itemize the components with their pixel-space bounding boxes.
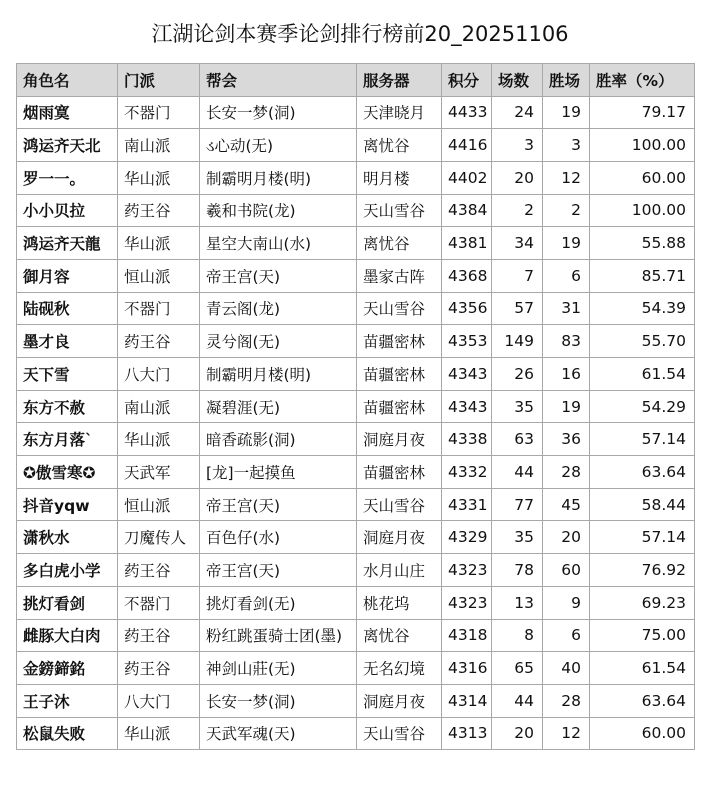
guild-cell: 帝王宫(天): [200, 488, 357, 521]
wins-cell: 40: [543, 652, 590, 685]
page-title: 江湖论剑本赛季论剑排行榜前20_20251106: [151, 22, 569, 46]
sect-cell: 不器门: [118, 586, 200, 619]
server-cell: 洞庭月夜: [357, 521, 442, 554]
wins-cell: 6: [543, 619, 590, 652]
win-rate-cell: 79.17: [590, 96, 695, 129]
table-header-row: [17, 64, 695, 97]
win-rate-cell: 61.54: [590, 652, 695, 685]
table-row: [17, 259, 695, 292]
wins-cell: 20: [543, 521, 590, 554]
table-row: [17, 194, 695, 227]
matches-cell: 63: [492, 423, 543, 456]
character-name-cell: 鸿运齐天龍: [17, 227, 118, 260]
points-cell: 4368: [442, 259, 492, 292]
server-cell: 桃花坞: [357, 586, 442, 619]
server-cell: 离忧谷: [357, 619, 442, 652]
win-rate-cell: 100.00: [590, 129, 695, 162]
table-row: [17, 390, 695, 423]
wins-cell: 12: [543, 161, 590, 194]
wins-cell: 31: [543, 292, 590, 325]
wins-cell: 19: [543, 227, 590, 260]
sect-cell: 八大门: [118, 684, 200, 717]
matches-cell: 2: [492, 194, 543, 227]
table-row: [17, 554, 695, 587]
server-cell: 洞庭月夜: [357, 423, 442, 456]
guild-cell: ડ心动(无): [200, 129, 357, 162]
server-cell: 离忧谷: [357, 129, 442, 162]
wins-cell: 16: [543, 358, 590, 391]
server-cell: 天山雪谷: [357, 488, 442, 521]
win-rate-cell: 85.71: [590, 259, 695, 292]
server-cell: 洞庭月夜: [357, 684, 442, 717]
sect-cell: 药王谷: [118, 325, 200, 358]
table-row: [17, 652, 695, 685]
matches-cell: 34: [492, 227, 543, 260]
points-cell: 4332: [442, 456, 492, 489]
character-name-cell: 罗一一。: [17, 161, 118, 194]
win-rate-cell: 69.23: [590, 586, 695, 619]
wins-cell: 9: [543, 586, 590, 619]
table-row: [17, 586, 695, 619]
server-cell: 天山雪谷: [357, 292, 442, 325]
column-header-guild: 帮会: [200, 64, 357, 97]
table-row: [17, 619, 695, 652]
points-cell: 4353: [442, 325, 492, 358]
table-row: [17, 521, 695, 554]
sect-cell: 华山派: [118, 227, 200, 260]
guild-cell: 帝王宫(天): [200, 554, 357, 587]
sect-cell: 华山派: [118, 161, 200, 194]
guild-cell: 暗香疏影(洞): [200, 423, 357, 456]
server-cell: 苗疆密林: [357, 325, 442, 358]
table-row: [17, 717, 695, 750]
win-rate-cell: 60.00: [590, 717, 695, 750]
sect-cell: 华山派: [118, 423, 200, 456]
points-cell: 4384: [442, 194, 492, 227]
matches-cell: 8: [492, 619, 543, 652]
character-name-cell: 小小贝拉: [17, 194, 118, 227]
matches-cell: 44: [492, 684, 543, 717]
sect-cell: 药王谷: [118, 652, 200, 685]
sect-cell: 恒山派: [118, 488, 200, 521]
win-rate-cell: 63.64: [590, 684, 695, 717]
server-cell: 天山雪谷: [357, 194, 442, 227]
character-name-cell: 鸿运齐天北: [17, 129, 118, 162]
matches-cell: 44: [492, 456, 543, 489]
guild-cell: 制霸明月楼(明): [200, 358, 357, 391]
matches-cell: 20: [492, 717, 543, 750]
win-rate-cell: 61.54: [590, 358, 695, 391]
matches-cell: 57: [492, 292, 543, 325]
sect-cell: 不器门: [118, 292, 200, 325]
win-rate-cell: 57.14: [590, 521, 695, 554]
win-rate-cell: 76.92: [590, 554, 695, 587]
points-cell: 4314: [442, 684, 492, 717]
sect-cell: 刀魔传人: [118, 521, 200, 554]
win-rate-cell: 54.29: [590, 390, 695, 423]
character-name-cell: 金鎊鍗銘: [17, 652, 118, 685]
points-cell: 4323: [442, 586, 492, 619]
character-name-cell: 雌豚大白肉: [17, 619, 118, 652]
matches-cell: 35: [492, 390, 543, 423]
sect-cell: 药王谷: [118, 194, 200, 227]
sect-cell: 恒山派: [118, 259, 200, 292]
column-header-server: 服务器: [357, 64, 442, 97]
character-name-cell: 墨才良: [17, 325, 118, 358]
matches-cell: 24: [492, 96, 543, 129]
server-cell: 天山雪谷: [357, 717, 442, 750]
guild-cell: 凝碧涯(无): [200, 390, 357, 423]
server-cell: 苗疆密林: [357, 456, 442, 489]
server-cell: 苗疆密林: [357, 390, 442, 423]
table-body: [17, 96, 695, 750]
ranking-table: [16, 63, 695, 750]
points-cell: 4329: [442, 521, 492, 554]
server-cell: 明月楼: [357, 161, 442, 194]
wins-cell: 12: [543, 717, 590, 750]
points-cell: 4338: [442, 423, 492, 456]
character-name-cell: 挑灯看剑: [17, 586, 118, 619]
wins-cell: 36: [543, 423, 590, 456]
wins-cell: 83: [543, 325, 590, 358]
guild-cell: 神剑山莊(无): [200, 652, 357, 685]
points-cell: 4323: [442, 554, 492, 587]
guild-cell: 灵兮阁(无): [200, 325, 357, 358]
sect-cell: 华山派: [118, 717, 200, 750]
guild-cell: 制霸明月楼(明): [200, 161, 357, 194]
character-name-cell: 陆砚秋: [17, 292, 118, 325]
guild-cell: 粉红跳蛋骑士团(墨): [200, 619, 357, 652]
server-cell: 水月山庄: [357, 554, 442, 587]
win-rate-cell: 55.70: [590, 325, 695, 358]
guild-cell: 星空大南山(水): [200, 227, 357, 260]
server-cell: 天津晓月: [357, 96, 442, 129]
guild-cell: 青云阁(龙): [200, 292, 357, 325]
wins-cell: 28: [543, 456, 590, 489]
wins-cell: 19: [543, 96, 590, 129]
table-row: [17, 161, 695, 194]
sect-cell: 药王谷: [118, 554, 200, 587]
table-row: [17, 358, 695, 391]
win-rate-cell: 63.64: [590, 456, 695, 489]
character-name-cell: 烟雨寞: [17, 96, 118, 129]
server-cell: 墨家古阵: [357, 259, 442, 292]
matches-cell: 149: [492, 325, 543, 358]
table-row: [17, 423, 695, 456]
wins-cell: 2: [543, 194, 590, 227]
column-header-points: 积分: [442, 64, 492, 97]
matches-cell: 35: [492, 521, 543, 554]
wins-cell: 60: [543, 554, 590, 587]
points-cell: 4343: [442, 390, 492, 423]
matches-cell: 65: [492, 652, 543, 685]
wins-cell: 28: [543, 684, 590, 717]
character-name-cell: 抖音yqw: [17, 488, 118, 521]
character-name-cell: 东方月落`: [17, 423, 118, 456]
matches-cell: 20: [492, 161, 543, 194]
guild-cell: 天武军魂(天): [200, 717, 357, 750]
sect-cell: 八大门: [118, 358, 200, 391]
table-row: [17, 684, 695, 717]
table-row: [17, 456, 695, 489]
wins-cell: 6: [543, 259, 590, 292]
matches-cell: 3: [492, 129, 543, 162]
server-cell: 苗疆密林: [357, 358, 442, 391]
character-name-cell: 多白虎小学: [17, 554, 118, 587]
points-cell: 4313: [442, 717, 492, 750]
column-header-wins: 胜场: [543, 64, 590, 97]
column-header-win-rate: 胜率（%）: [590, 64, 695, 97]
guild-cell: 羲和书院(龙): [200, 194, 357, 227]
guild-cell: 长安一梦(洞): [200, 684, 357, 717]
wins-cell: 3: [543, 129, 590, 162]
sect-cell: 天武军: [118, 456, 200, 489]
guild-cell: 挑灯看剑(无): [200, 586, 357, 619]
table-row: [17, 488, 695, 521]
server-cell: 离忧谷: [357, 227, 442, 260]
win-rate-cell: 58.44: [590, 488, 695, 521]
points-cell: 4343: [442, 358, 492, 391]
column-header-character: 角色名: [17, 64, 118, 97]
table-row: [17, 227, 695, 260]
points-cell: 4331: [442, 488, 492, 521]
sect-cell: 不器门: [118, 96, 200, 129]
points-cell: 4356: [442, 292, 492, 325]
matches-cell: 7: [492, 259, 543, 292]
matches-cell: 26: [492, 358, 543, 391]
win-rate-cell: 100.00: [590, 194, 695, 227]
matches-cell: 13: [492, 586, 543, 619]
column-header-sect: 门派: [118, 64, 200, 97]
character-name-cell: ✪傲雪寒✪: [17, 456, 118, 489]
matches-cell: 78: [492, 554, 543, 587]
character-name-cell: 潇秋水: [17, 521, 118, 554]
sect-cell: 药王谷: [118, 619, 200, 652]
character-name-cell: 御月容: [17, 259, 118, 292]
guild-cell: [龙]一起摸鱼: [200, 456, 357, 489]
wins-cell: 45: [543, 488, 590, 521]
win-rate-cell: 57.14: [590, 423, 695, 456]
points-cell: 4402: [442, 161, 492, 194]
sect-cell: 南山派: [118, 129, 200, 162]
points-cell: 4318: [442, 619, 492, 652]
server-cell: 无名幻境: [357, 652, 442, 685]
win-rate-cell: 60.00: [590, 161, 695, 194]
sect-cell: 南山派: [118, 390, 200, 423]
matches-cell: 77: [492, 488, 543, 521]
character-name-cell: 天下雪: [17, 358, 118, 391]
column-header-matches: 场数: [492, 64, 543, 97]
points-cell: 4316: [442, 652, 492, 685]
points-cell: 4381: [442, 227, 492, 260]
win-rate-cell: 55.88: [590, 227, 695, 260]
character-name-cell: 松鼠失败: [17, 717, 118, 750]
wins-cell: 19: [543, 390, 590, 423]
table-row: [17, 325, 695, 358]
character-name-cell: 王子沐: [17, 684, 118, 717]
guild-cell: 百色仔(水): [200, 521, 357, 554]
win-rate-cell: 75.00: [590, 619, 695, 652]
table-row: [17, 129, 695, 162]
table-row: [17, 292, 695, 325]
points-cell: 4416: [442, 129, 492, 162]
character-name-cell: 东方不赦: [17, 390, 118, 423]
points-cell: 4433: [442, 96, 492, 129]
table-row: [17, 96, 695, 129]
guild-cell: 帝王宫(天): [200, 259, 357, 292]
guild-cell: 长安一梦(洞): [200, 96, 357, 129]
win-rate-cell: 54.39: [590, 292, 695, 325]
